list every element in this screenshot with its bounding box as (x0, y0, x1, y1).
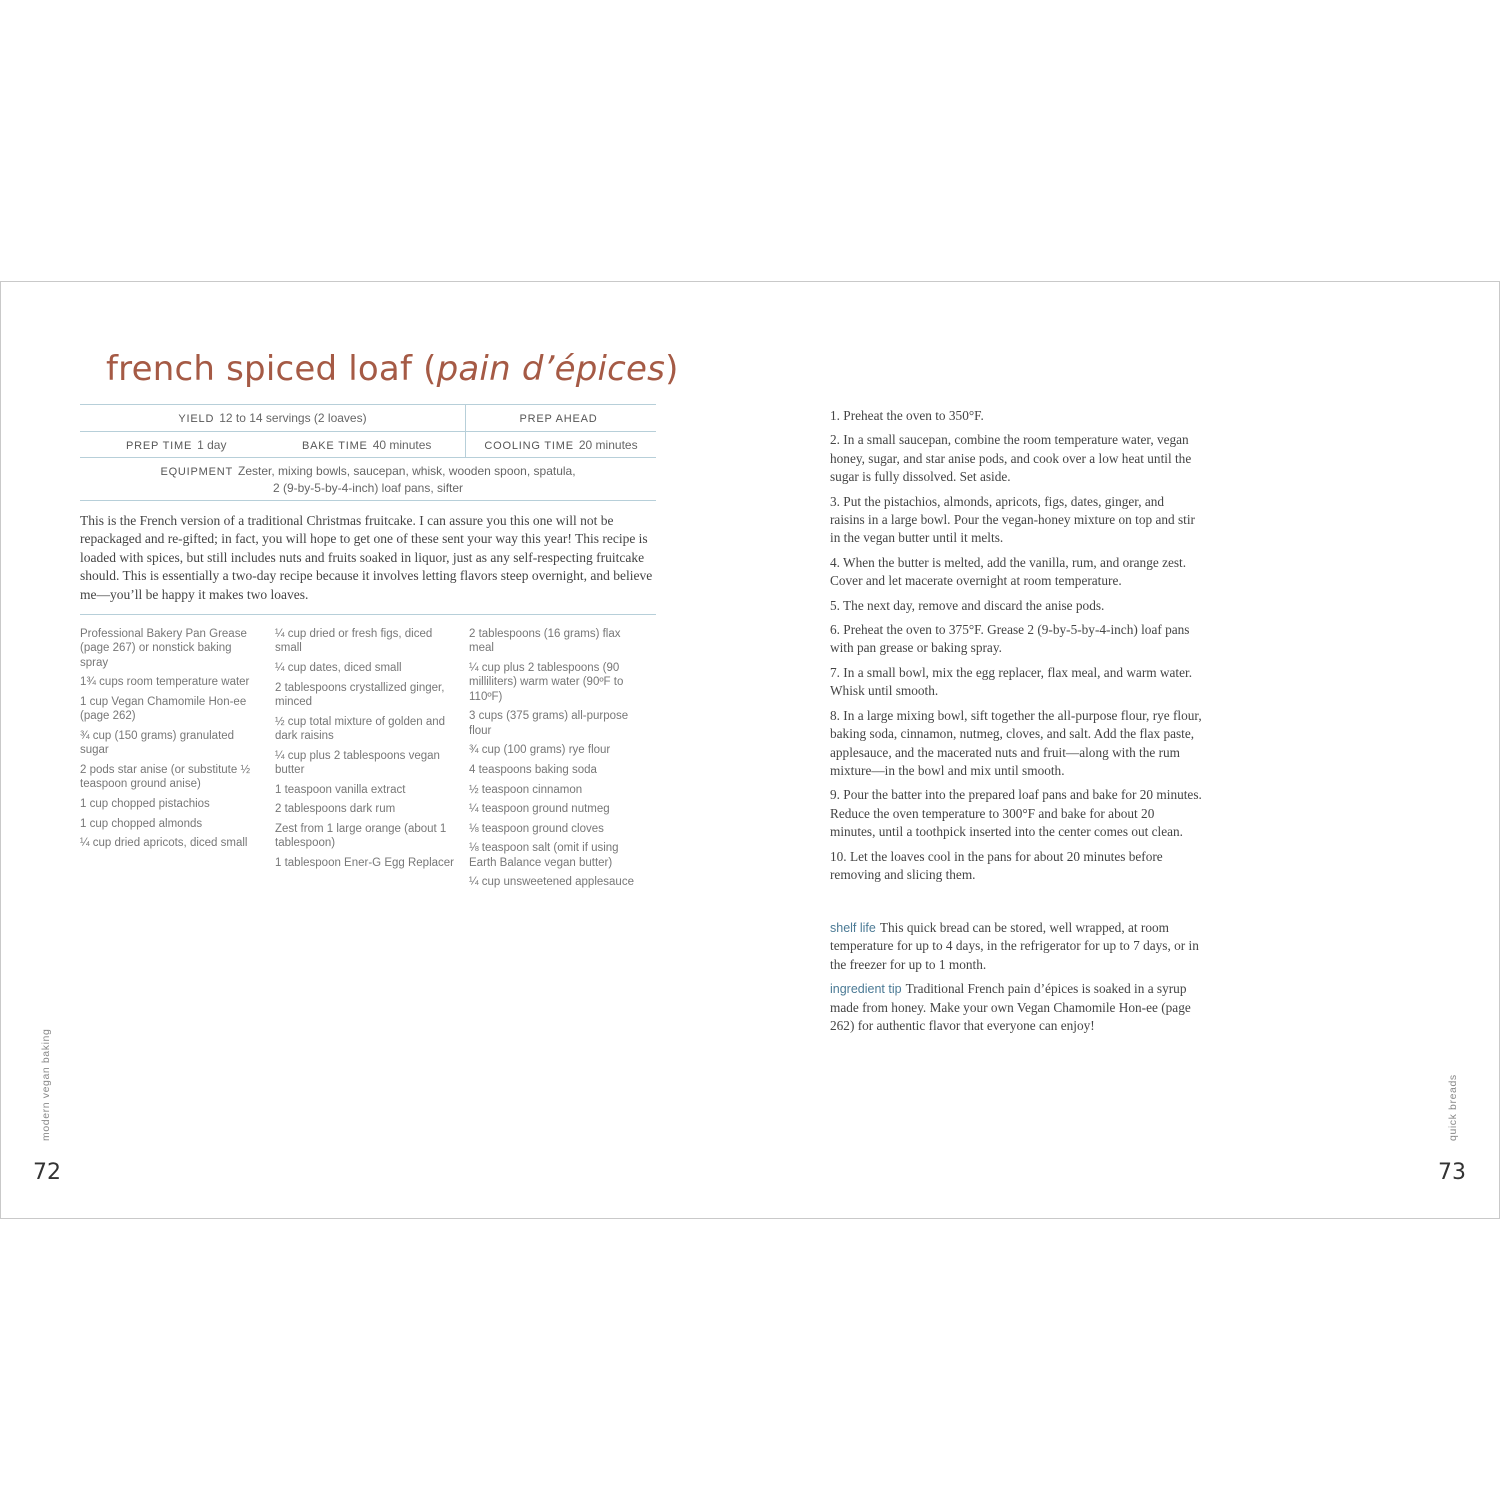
method-step: 4. When the butter is melted, add the vanilla, rum, and orange zest. Cover and let macerate overnight at room temperature. (830, 554, 1187, 589)
ingredient-item: ¼ cup dried apricots, diced small (80, 837, 248, 850)
info-rule-top (80, 404, 656, 405)
ingredient-item: ⅛ teaspoon ground cloves (469, 822, 604, 835)
bake-time-cell (302, 438, 431, 452)
ingredient-item: 2 pods star anise (or substitute ½ teaspoon ground anise) (80, 764, 251, 791)
ingredient-item: 1 tablespoon Ener-G Egg Replacer (275, 856, 454, 869)
ingredient-item: ¾ cup (100 grams) rye flour (469, 744, 611, 757)
recipe-intro: This is the French version of a traditional Christmas fruitcake. I can assure you this one will not be repackaged and re-gifted; in fact, you will hope to get one of these sent your way this year! This recipe is loaded with spices, but still includes nuts and fruits soaked in liquor, just as any self-respecting fruitcake should. This is essentially a two-day recipe because it involves letting flavors steep overnight, and believe me—you’ll be happy it makes two loaves. (80, 513, 653, 602)
ingredient-item: 2 tablespoons (16 grams) flax meal (469, 628, 621, 655)
equipment-cell (80, 463, 656, 496)
ingredient-item: 4 teaspoons baking soda (469, 764, 597, 776)
right-running-head: quick breads (1447, 1074, 1459, 1141)
equipment-label: EQUIPMENT (160, 466, 234, 478)
method-step: 5. The next day, remove and discard the anise pods. (830, 597, 1105, 613)
bake-time-value: 40 minutes (372, 438, 432, 452)
ingredient-item: 1 teaspoon vanilla extract (275, 783, 406, 796)
ingredients-col-3 (469, 627, 644, 895)
method-step: 3. Put the pistachios, almonds, apricots, figs, dates, ginger, and raisins in a large bowl. Pour the vegan-honey mixture on top and stir in the vegan butter until it melts. (830, 493, 1195, 546)
method-steps (830, 407, 1202, 890)
cooling-time-value: 20 minutes (578, 438, 638, 452)
yield-cell (80, 411, 465, 425)
title-paren-close: ) (665, 349, 679, 389)
left-running-head: modern vegan baking (40, 1028, 52, 1141)
method-step: 10. Let the loaves cool in the pans for about 20 minutes before removing and slicing them. (830, 848, 1163, 882)
cooling-time-label: COOLING TIME (484, 440, 574, 452)
intro-rule (80, 614, 656, 615)
yield-value: 12 to 14 servings (2 loaves) (219, 411, 367, 425)
ingredient-item: 2 tablespoons crystallized ginger, minced (275, 681, 445, 708)
ingredient-item: 1¾ cups room temperature water (80, 676, 250, 689)
method-step: 8. In a large mixing bowl, sift together the all-purpose flour, rye flour, baking soda, cinnamon, nutmeg, cloves, and salt. Add the flax paste, applesauce, and the macerated nuts and fruit—along with the rum mixture—in the bowl and mix until smooth. (830, 707, 1202, 778)
title-paren-open: ( (412, 349, 437, 389)
ingredient-item: ½ teaspoon cinnamon (469, 783, 583, 796)
ingredient-item: ¼ cup plus 2 tablespoons (90 milliliters) warm water (90ºF to 110ºF) (469, 662, 624, 703)
method-step: 1. Preheat the oven to 350°F. (830, 408, 984, 423)
ingredient-item: ¼ cup dates, diced small (275, 662, 402, 674)
ingredient-item: ¼ teaspoon ground nutmeg (469, 803, 610, 816)
prep-time-value: 1 day (197, 438, 227, 452)
bake-time-label: BAKE TIME (302, 440, 368, 452)
ingredient-item: Professional Bakery Pan Grease (page 267) or nonstick baking spray (80, 628, 247, 669)
ingredient-item: 1 cup Vegan Chamomile Hon-ee (page 262) (80, 696, 247, 723)
prep-time-cell (126, 438, 226, 452)
shelf-life-label: shelf life (830, 921, 876, 935)
method-step: 6. Preheat the oven to 375°F. Grease 2 (9-by-5-by-4-inch) loaf pans with pan grease or baking spray. (830, 622, 1190, 656)
ingredients-col-2 (275, 627, 455, 875)
ingredient-item: Zest from 1 large orange (about 1 tablespoon) (275, 822, 447, 850)
info-rule-1 (80, 431, 656, 432)
method-step: 9. Pour the batter into the prepared loaf pans and bake for 20 minutes. Reduce the oven temperature to 300°F and bake for about 20 minutes, until a toothpick inserted into the center comes out clean. (830, 787, 1202, 840)
equipment-line-2: 2 (9-by-5-by-4-inch) loaf pans, sifter (272, 481, 464, 495)
ingredient-item: ⅛ teaspoon salt (omit if using Earth Balance vegan butter) (469, 842, 619, 869)
info-rule-2 (80, 457, 656, 458)
prep-ahead-cell (466, 411, 656, 425)
ingredient-tip-text: Traditional French pain d’épices is soaked in a syrup made from honey. Make your own Vegan Chamomile Hon-ee (page 262) for authentic flavor that everyone can enjoy! (830, 981, 1191, 1034)
recipe-notes (830, 919, 1202, 1041)
ingredient-item: 3 cups (375 grams) all-purpose flour (469, 710, 629, 737)
ingredient-item: 1 cup chopped almonds (80, 817, 203, 830)
shelf-life-note (830, 919, 1202, 974)
prep-ahead-label: PREP AHEAD (519, 413, 598, 425)
left-page-number: 72 (33, 1160, 61, 1185)
ingredient-item: ¼ cup plus 2 tablespoons vegan butter (275, 749, 440, 776)
title-main: french spiced loaf (106, 349, 413, 389)
ingredient-tip-label: ingredient tip (830, 982, 902, 997)
ingredient-item: 2 tablespoons dark rum (275, 803, 396, 816)
prep-time-label: PREP TIME (126, 440, 193, 452)
title-italic: pain d’épices (436, 349, 666, 389)
ingredient-item: ¼ cup dried or fresh figs, diced small (275, 628, 433, 655)
yield-label: YIELD (178, 413, 215, 425)
ingredient-item: ½ cup total mixture of golden and dark raisins (275, 715, 446, 742)
info-rule-bottom (80, 500, 656, 501)
ingredient-item: 1 cup chopped pistachios (80, 798, 210, 810)
ingredient-item: ¾ cup (150 grams) granulated sugar (80, 730, 235, 757)
ingredients-col-1 (80, 627, 260, 856)
shelf-life-text: This quick bread can be stored, well wrapped, at room temperature for up to 4 days, in the refrigerator for up to 7 days, or in the freezer for up to 1 month. (830, 920, 1199, 972)
cooling-time-cell (466, 438, 656, 452)
recipe-title (106, 349, 679, 389)
method-step: 7. In a small bowl, mix the egg replacer, flax meal, and warm water. Whisk until smooth. (830, 664, 1193, 699)
ingredient-item: ¼ cup unsweetened applesauce (469, 876, 634, 889)
right-page-number: 73 (1438, 1160, 1466, 1185)
ingredient-tip-note (830, 980, 1202, 1035)
equipment-line-1: Zester, mixing bowls, saucepan, whisk, wooden spoon, spatula, (238, 464, 576, 478)
method-step: 2. In a small saucepan, combine the room temperature water, vegan honey, sugar, and star anise pods, and cook over a low heat until the sugar is fully dissolved. Set aside. (830, 432, 1192, 485)
